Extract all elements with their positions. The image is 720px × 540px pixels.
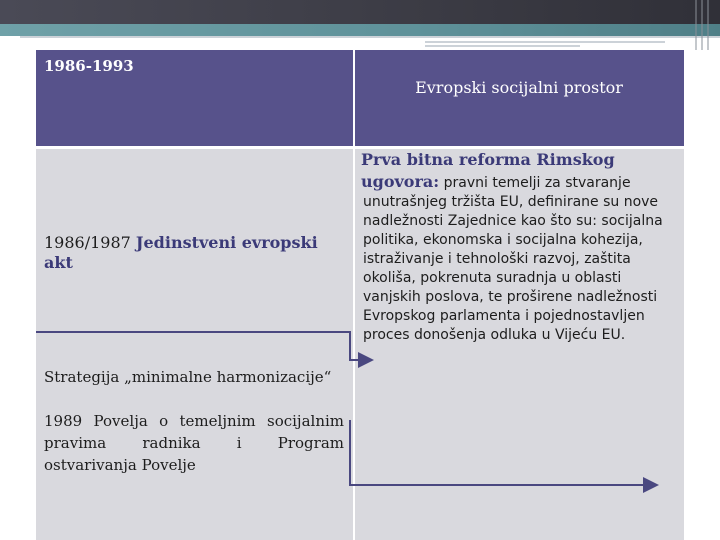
description-text: unutrašnjeg tržišta EU, definirane su nove nadležnosti Zajednice kao što su: socijalna politika, ekonomska i socijalna kohezija, istraživanje i tehnološki razvoj, zaštita okoliša, pokrenuta suradnja u oblasti vanjskih poslova, te proširene nadležnosti Evropskog parlamenta i pojednostavljen proces donošenja odluka u Vijeću EU. bbox=[363, 194, 663, 343]
event-single-european-act bbox=[44, 233, 344, 273]
corner-decoration bbox=[690, 0, 720, 50]
charter-event: 1989 Povelja o temeljnim socijalnim pravima radnika i Program ostvarivanja Povelje bbox=[44, 412, 344, 474]
header-topic: Evropski socijalni prostor bbox=[415, 78, 623, 97]
top-decorative-band bbox=[0, 0, 720, 24]
event-year: 1986/1987 bbox=[44, 233, 131, 252]
strategy-label: Strategija „minimalne harmonizacije“ bbox=[44, 368, 332, 386]
timeline-table bbox=[36, 50, 684, 540]
event-description bbox=[361, 149, 679, 345]
header-period: 1986-1993 bbox=[44, 57, 134, 75]
column-divider bbox=[353, 50, 355, 540]
event-title: Jedinstveni evropski akt bbox=[44, 233, 318, 272]
teal-decorative-band bbox=[0, 24, 720, 36]
description-lead: Prva bitna reforma Rimskog ugovora: bbox=[361, 150, 615, 191]
decorative-lines bbox=[0, 36, 720, 50]
description-first-line: pravni temelji za stvaranje bbox=[443, 175, 631, 191]
